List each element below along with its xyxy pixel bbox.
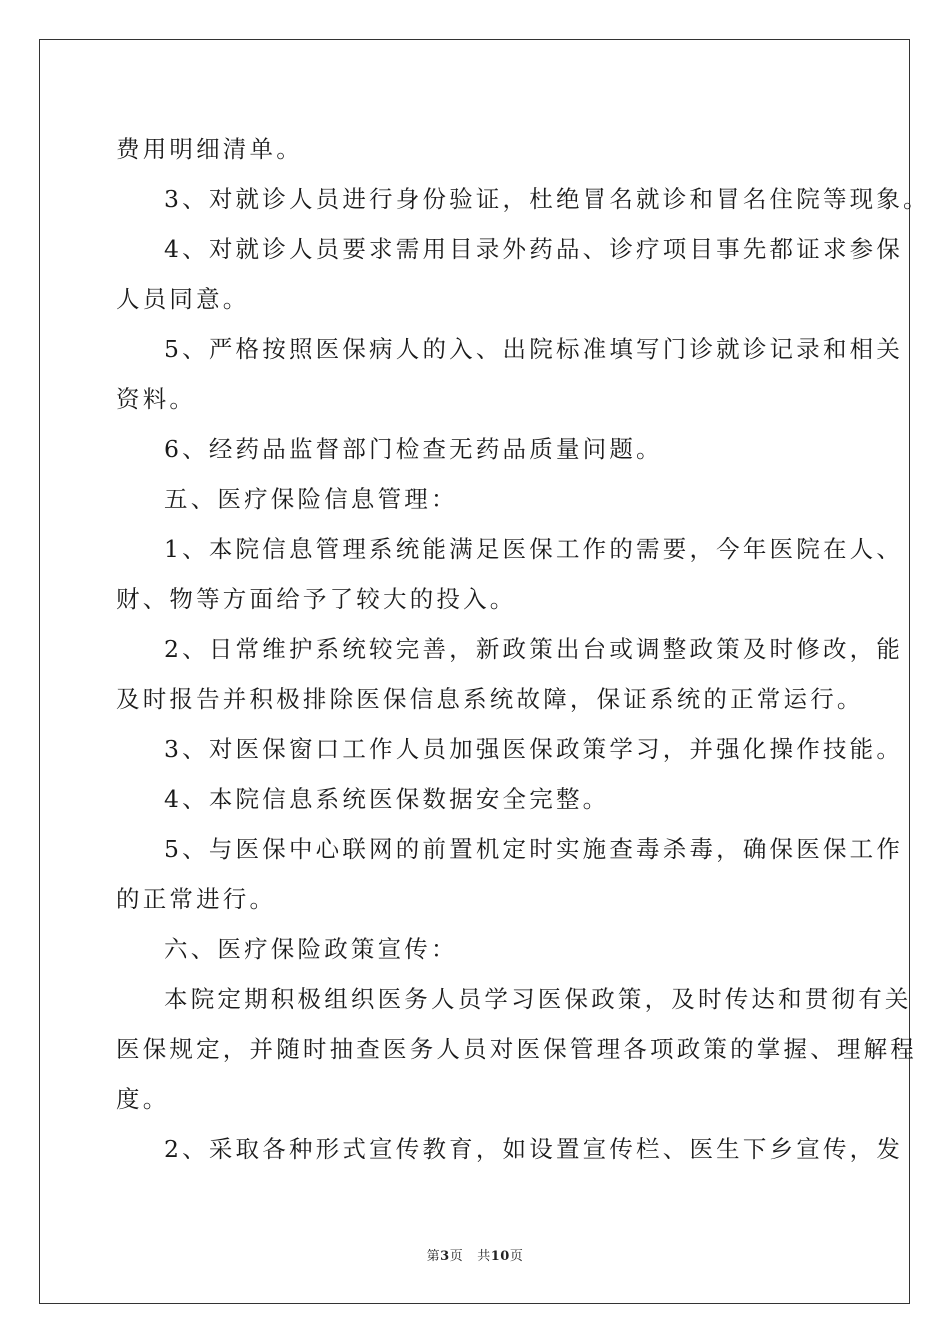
page-footer	[0, 1245, 950, 1264]
footer-page-prefix: 第	[426, 1249, 441, 1264]
text-line-6: 资料。	[116, 385, 197, 413]
text-line-18: 本院定期积极组织医务人员学习医保政策，及时传达和贯彻有关	[164, 985, 912, 1013]
section-heading-6: 六、医疗保险政策宣传：	[164, 935, 458, 963]
text-line-9: 1、本院信息管理系统能满足医保工作的需要，今年医院在人、	[164, 535, 904, 563]
text-line-12: 及时报告并积极排除医保信息系统故障，保证系统的正常运行。	[116, 685, 864, 713]
text-line-1: 费用明细清单。	[116, 135, 303, 163]
text-line-3: 4、对就诊人员要求需用目录外药品、诊疗项目事先都证求参保	[164, 235, 904, 263]
text-line-15: 5、与医保中心联网的前置机定时实施查毒杀毒，确保医保工作	[164, 835, 904, 863]
text-line-14: 4、本院信息系统医保数据安全完整。	[164, 785, 610, 813]
text-line-20: 度。	[116, 1085, 170, 1113]
text-line-11: 2、日常维护系统较完善，新政策出台或调整政策及时修改，能	[164, 635, 904, 663]
footer-total-pages: 10	[490, 1249, 510, 1264]
footer-page-suffix: 页	[449, 1249, 464, 1264]
text-line-13: 3、对医保窗口工作人员加强医保政策学习，并强化操作技能。	[164, 735, 904, 763]
text-line-16: 的正常进行。	[116, 885, 277, 913]
section-heading-5: 五、医疗保险信息管理：	[164, 485, 458, 513]
text-line-19: 医保规定，并随时抽查医务人员对医保管理各项政策的掌握、理解程	[116, 1035, 917, 1063]
text-line-4: 人员同意。	[116, 285, 250, 313]
text-line-21: 2、采取各种形式宣传教育，如设置宣传栏、医生下乡宣传，发	[164, 1135, 904, 1163]
footer-page-number: 3	[440, 1249, 450, 1264]
text-line-2: 3、对就诊人员进行身份验证，杜绝冒名就诊和冒名住院等现象。	[164, 185, 930, 213]
text-line-5: 5、严格按照医保病人的入、出院标准填写门诊就诊记录和相关	[164, 335, 904, 363]
footer-total-prefix: 共	[477, 1249, 491, 1264]
footer-total-suffix: 页	[509, 1249, 524, 1264]
text-line-10: 财、物等方面给予了较大的投入。	[116, 585, 517, 613]
text-line-7: 6、经药品监督部门检查无药品质量问题。	[164, 435, 663, 463]
